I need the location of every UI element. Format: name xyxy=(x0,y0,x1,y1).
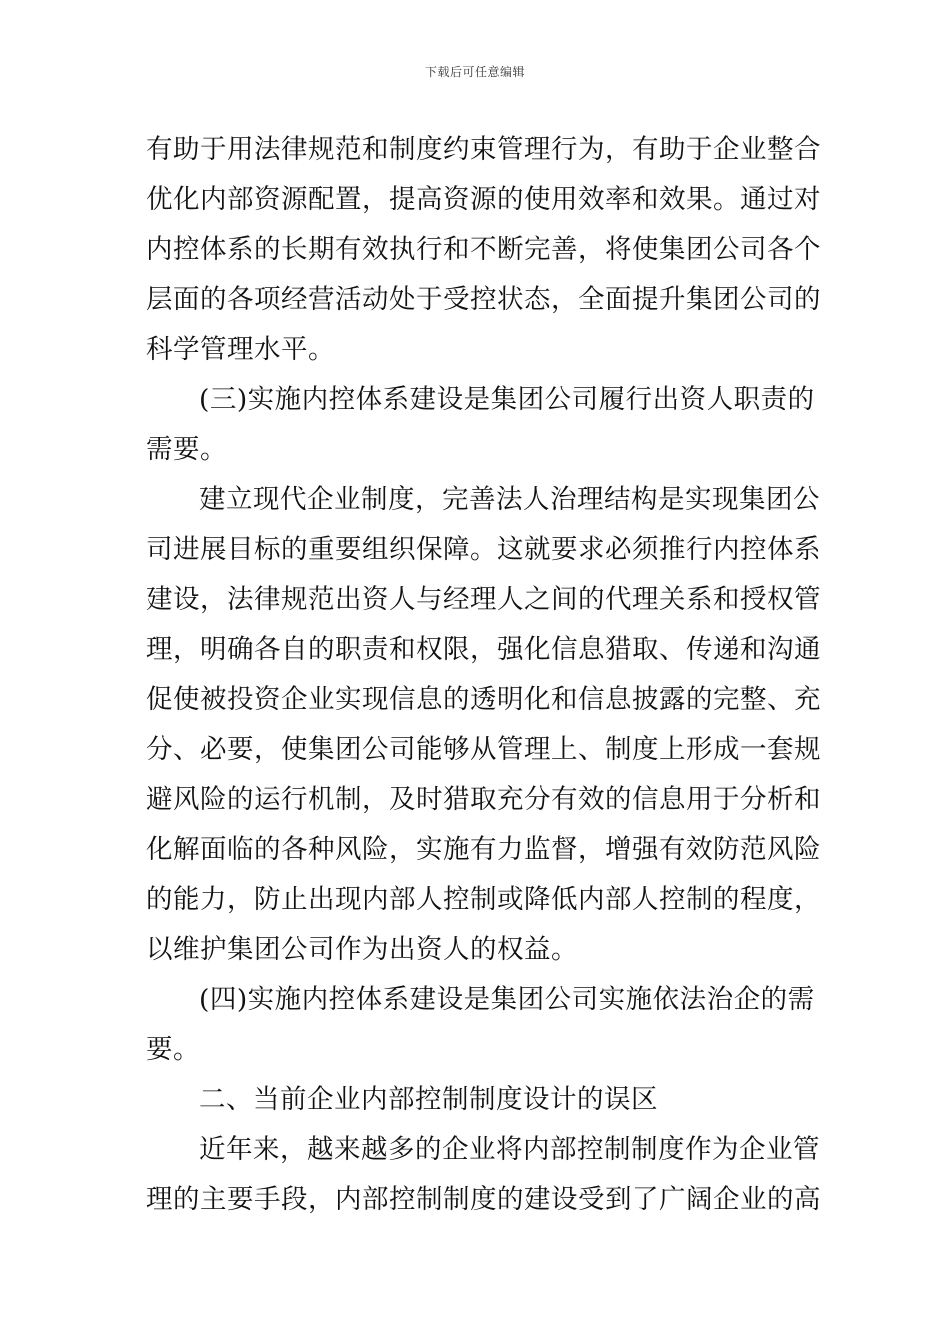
text-line: 避风险的运行机制，及时猎取充分有效的信息用于分析和 xyxy=(146,784,821,815)
section-heading-four: (四)实施内控体系建设是集团公司实施依法治企的需 xyxy=(199,984,815,1015)
text-line: 理，明确各自的职责和权限，强化信息猎取、传递和沟通 xyxy=(146,634,821,665)
text-line: 化解面临的各种风险，实施有力监督，增强有效防范风险 xyxy=(146,834,821,865)
section-heading-two: 二、当前企业内部控制制度设计的误区 xyxy=(199,1084,658,1115)
body-text xyxy=(146,125,821,1225)
text-line: 司进展目标的重要组织保障。这就要求必须推行内控体系 xyxy=(146,534,821,565)
text-line: 以维护集团公司作为出资人的权益。 xyxy=(146,934,578,965)
text-line: 层面的各项经营活动处于受控状态，全面提升集团公司的 xyxy=(146,284,821,315)
text-line: 需要。 xyxy=(146,434,227,465)
text-line: 有助于用法律规范和制度约束管理行为，有助于企业整合 xyxy=(146,134,821,165)
section-heading-three: (三)实施内控体系建设是集团公司履行出资人职责的 xyxy=(199,384,815,415)
text-line: 理的主要手段，内部控制制度的建设受到了广阔企业的高 xyxy=(146,1184,821,1215)
text-line: 科学管理水平。 xyxy=(146,334,335,365)
text-line: 的能力，防止出现内部人控制或降低内部人控制的程度， xyxy=(146,884,821,915)
text-line: 要。 xyxy=(146,1034,200,1065)
text-line: 内控体系的长期有效执行和不断完善，将使集团公司各个 xyxy=(146,234,821,265)
text-line: 优化内部资源配置，提高资源的使用效率和效果。通过对 xyxy=(146,184,821,215)
text-line: 建设，法律规范出资人与经理人之间的代理关系和授权管 xyxy=(146,584,821,615)
text-line: 促使被投资企业实现信息的透明化和信息披露的完整、充 xyxy=(146,684,821,715)
page-header: 下载后可任意编辑 xyxy=(424,65,525,79)
paragraph-start: 建立现代企业制度，完善法人治理结构是实现集团公 xyxy=(199,484,820,515)
text-line: 分、必要，使集团公司能够从管理上、制度上形成一套规 xyxy=(146,734,821,765)
paragraph-start: 近年来，越来越多的企业将内部控制制度作为企业管 xyxy=(199,1134,820,1165)
